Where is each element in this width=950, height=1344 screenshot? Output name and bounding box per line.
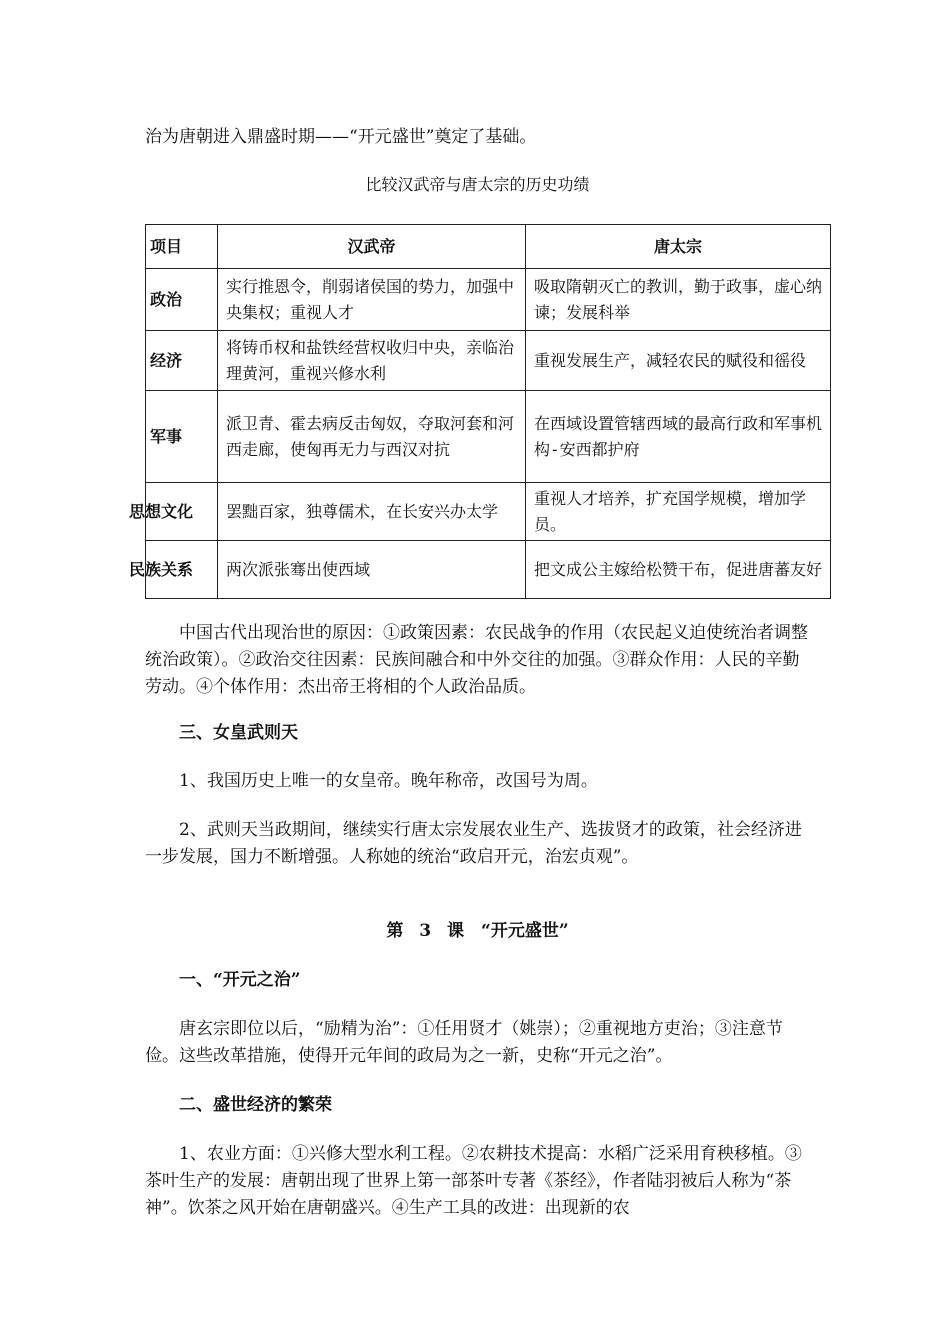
wuzetian-point-2: 2、武则天当政期间，继续实行唐太宗发展农业生产、选拔贤才的政策，社会经济进一步发展，国力不断增强。人称她的统治“政启开元，治宏贞观”。 [145,820,802,867]
tang-taizong-cell [526,541,831,599]
comparison-table [129,224,831,599]
han-wudi-cell [218,541,526,599]
tang-taizong-cell [526,483,831,541]
tang-taizong-cell [526,331,831,391]
cell-text: 把文成公主嫁给松赞干布，促进唐蕃友好 [534,559,823,579]
table-row [146,331,831,391]
section-heading-economy: 二、盛世经济的繁荣 [179,1095,332,1115]
cell-text: 实行推恩令，削弱诸侯国的势力，加强中央集权；重视人才 [226,276,515,322]
section-heading-wuzetian: 三、女皇武则天 [179,723,298,743]
cell-text: 两次派张骞出使西域 [226,559,371,579]
header-item: 项目 [146,225,218,269]
cell-text: 重视发展生产，减轻农民的赋役和徭役 [534,350,807,370]
row-label: 军事 [146,391,218,483]
kaiyuan-paragraph: 唐玄宗即位以后，“励精为治”：①任用贤才（姚崇）；②重视地方吏治；③注意节俭。这些改革措施，使得开元年间的政局为之一新，史称“开元之治”。 [145,1019,783,1066]
row-label-text: 思想文化 [129,501,194,521]
han-wudi-cell [218,269,526,331]
header-tang-taizong: 唐太宗 [526,225,831,269]
table-header-row [146,225,831,269]
cell-text: 派卫青、霍去病反击匈奴，夺取河套和河西走廊，使匈再无力与西汉对抗 [226,413,515,459]
han-wudi-cell [218,331,526,391]
cell-text: 将铸币权和盐铁经营权收归中央，亲临治理黄河，重视兴修水利 [226,337,515,383]
tang-taizong-cell [526,391,831,483]
table-row [146,269,831,331]
section-heading-kaiyuan: 一、“开元之治” [179,970,301,990]
tang-taizong-cell [526,269,831,331]
row-label-text: 民族关系 [129,559,194,579]
table-row [146,541,831,599]
row-label [129,541,218,599]
table-row [146,391,831,483]
intro-line: 治为唐朝进入鼎盛时期——“开元盛世”奠定了基础。 [145,127,537,147]
han-wudi-cell [218,483,526,541]
header-han-wudi: 汉武帝 [218,225,526,269]
table-caption: 比较汉武帝与唐太宗的历史功绩 [365,175,590,194]
wuzetian-point-1: 1、我国历史上唯一的女皇帝。晚年称帝，改国号为周。 [179,771,598,791]
han-wudi-cell [218,391,526,483]
reasons-paragraph: 中国古代出现治世的原因：①政策因素：农民战争的作用（农民起义迫使统治者调整统治政策）。②政治交往因素：民族间融合和中外交往的加强。③群众作用：人民的辛勤劳动。④个体作用：杰出帝王将相的个人政治品质。 [145,623,808,697]
cell-text: 罢黜百家，独尊儒术，在长安兴办太学 [226,501,499,521]
row-label: 政治 [146,269,218,331]
cell-text: 在西域设置管辖西域的最高行政和军事机构-安西都护府 [534,413,823,459]
lesson-title: 第 3 课 “开元盛世” [386,921,569,941]
agriculture-paragraph: 1、农业方面：①兴修大型水利工程。②农耕技术提高：水稻广泛采用育秧移植。③茶叶生产的发展：唐朝出现了世界上第一部茶叶专著《茶经》，作者陆羽被后人称为“茶神”。饮茶之风开始在唐朝盛兴。④生产工具的改进：出现新的农 [145,1144,802,1218]
row-label [129,483,218,541]
row-label: 经济 [146,331,218,391]
table-row [146,483,831,541]
cell-text: 吸取隋朝灭亡的教训，勤于政事，虚心纳谏；发展科举 [534,276,823,322]
cell-text: 重视人才培养，扩充国学规模，增加学员。 [534,488,807,534]
